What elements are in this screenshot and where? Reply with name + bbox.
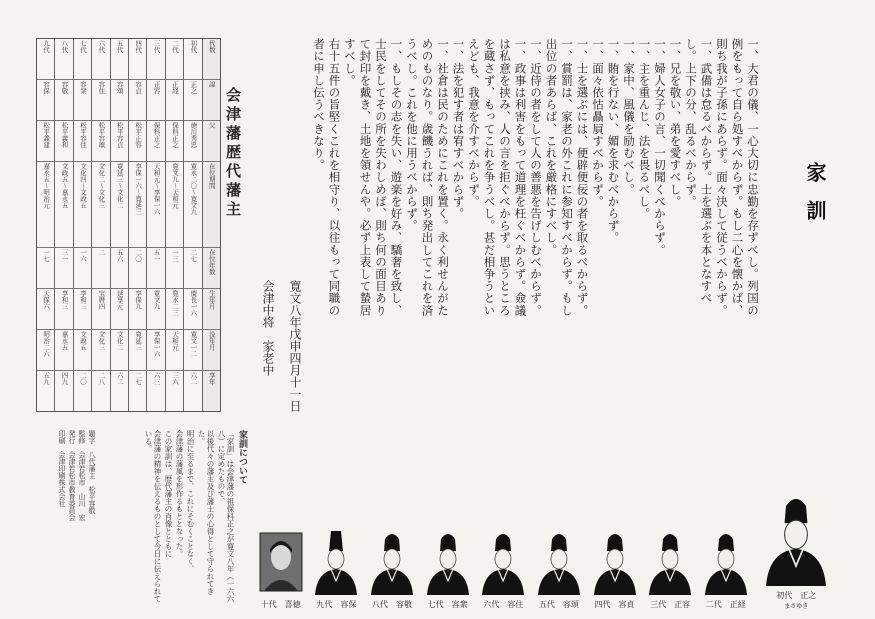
lineage-cell bbox=[166, 80, 183, 121]
lineage-cell-text: 六二 bbox=[189, 372, 198, 386]
lineage-header-cell bbox=[203, 162, 220, 248]
lineage-cell bbox=[74, 162, 91, 248]
lineage-cell-text: 二代 bbox=[170, 40, 179, 53]
lineage-cell bbox=[37, 162, 54, 248]
credits-block bbox=[40, 430, 96, 610]
lineage-cell-text: 享保九 bbox=[134, 290, 143, 310]
lineage-cell-text: 宝暦四 bbox=[97, 290, 106, 310]
lineage-cell-text: 松平容貞 bbox=[115, 121, 124, 148]
kakun-article: 一、賄を行ない、媚を求むべからず。 bbox=[606, 38, 621, 244]
lineage-cell-text: 六代 bbox=[97, 40, 106, 53]
lineage-cell bbox=[129, 371, 146, 411]
lineage-cell-text: 享保一六 bbox=[152, 331, 161, 358]
portrait-icon bbox=[757, 486, 835, 586]
lineage-header-text: 在位期間 bbox=[207, 162, 216, 189]
lineage-header-cell bbox=[203, 248, 220, 289]
lord-caption: 八代 容敬 bbox=[372, 600, 413, 609]
lineage-cell-text: 八代 bbox=[60, 40, 69, 53]
kakun-article: 一、政事は利害をもって道理を枉ぐべからず。僉議は私意を挟み、人の言を拒ぐべからず。思うところを蔵さず、もってこれを争うべし。甚だ相争うといえども、我意を介すべからず。 bbox=[467, 38, 528, 317]
lineage-cell bbox=[129, 39, 146, 80]
lord-caption: 十代 喜徳 bbox=[260, 600, 301, 609]
lineage-cell-text: 一六 bbox=[78, 249, 87, 263]
lineage-cell-text: 二七 bbox=[134, 372, 143, 386]
lineage-cell-text: 慶長一六 bbox=[189, 290, 198, 317]
kakun-article: 一、法を犯す者は宥すべからず。 bbox=[451, 38, 466, 220]
lineage-cell bbox=[147, 39, 164, 80]
lord-portrait-item bbox=[367, 525, 417, 610]
portrait-icon bbox=[313, 525, 359, 595]
lineage-cell-text: 文政五〜嘉永五 bbox=[60, 162, 69, 209]
lineage-cell bbox=[55, 121, 72, 162]
lord-portrait-item bbox=[312, 525, 362, 610]
kakun-article: 一、家中、風儀を励むべし。 bbox=[622, 38, 636, 196]
portrait-image bbox=[703, 525, 749, 595]
lineage-header-cell bbox=[203, 330, 220, 371]
lineage-row bbox=[128, 39, 146, 411]
lineage-cell-text: 天保六 bbox=[42, 290, 51, 310]
lord-caption: 七代 容衆 bbox=[427, 600, 468, 609]
clan-title: 会津藩歴代藩主 bbox=[224, 86, 242, 220]
lineage-cell bbox=[92, 289, 109, 330]
lord-portrait-item bbox=[423, 525, 473, 610]
lineage-header-text: 享年 bbox=[207, 372, 216, 386]
lineage-cell bbox=[92, 330, 109, 371]
portrait-image bbox=[647, 525, 693, 595]
portrait-icon bbox=[480, 525, 526, 595]
credit-line: 題字 八代藩主 松平容敬 bbox=[88, 430, 96, 514]
lord-caption: 二代 正経 bbox=[705, 600, 746, 609]
explanation-heading: 家訓について bbox=[237, 430, 247, 484]
lineage-cell bbox=[184, 289, 201, 330]
lineage-cell bbox=[37, 371, 54, 411]
lineage-cell bbox=[166, 39, 183, 80]
credit-line: 印刷 会津印刷株式会社 bbox=[58, 430, 66, 507]
lineage-cell-text: 松平容住 bbox=[78, 121, 87, 148]
lineage-cell-text: 天和元 bbox=[170, 331, 179, 351]
portrait-image bbox=[757, 486, 835, 586]
lineage-cell bbox=[147, 162, 164, 248]
lineage-cell bbox=[111, 39, 128, 80]
lineage-header-text: 諱 bbox=[207, 80, 216, 88]
lineage-header-text: 代数 bbox=[207, 40, 216, 53]
lineage-cell bbox=[74, 371, 91, 411]
kakun-article: 一、士を選ぶには、便辟便佞の者を取るべからず。 bbox=[575, 38, 590, 317]
lineage-cell bbox=[55, 39, 72, 80]
page-title: 家訓 bbox=[803, 162, 827, 238]
lineage-cell bbox=[147, 289, 164, 330]
portrait-icon bbox=[647, 525, 693, 595]
lineage-cell bbox=[147, 371, 164, 411]
lineage-cell bbox=[37, 80, 54, 121]
lineage-cell bbox=[37, 121, 54, 162]
lord-caption: 四代 容貞 bbox=[594, 600, 635, 609]
lineage-cell bbox=[111, 330, 128, 371]
lineage-cell-text: 九代 bbox=[42, 40, 51, 53]
portrait-row bbox=[256, 470, 836, 610]
portrait-image bbox=[313, 525, 359, 595]
lineage-cell bbox=[55, 162, 72, 248]
lineage-header-column bbox=[202, 39, 220, 411]
lineage-cell-text: 天和元〜享保一六 bbox=[152, 162, 161, 215]
kakun-author: 会津中将 家老中 bbox=[261, 280, 275, 376]
lineage-cell-text: 三一 bbox=[60, 249, 69, 263]
lineage-cell-text: 一七 bbox=[42, 249, 51, 263]
lineage-cell bbox=[55, 330, 72, 371]
kakun-article: 一、面々依怙贔屓すべからず。 bbox=[591, 38, 605, 208]
portrait-icon bbox=[425, 525, 471, 595]
lineage-cell-text: 嘉永五 bbox=[60, 331, 69, 351]
lineage-cell bbox=[37, 39, 54, 80]
portrait-image bbox=[258, 525, 304, 595]
portrait-icon bbox=[258, 525, 304, 595]
lineage-cell bbox=[55, 289, 72, 330]
lineage-cell-text: 二〇 bbox=[134, 249, 143, 263]
lineage-cell-text: 保科正之 bbox=[170, 121, 179, 148]
lineage-cell-text: 嘉永五〜明治元 bbox=[42, 162, 51, 209]
lineage-cell-text: 寛延三 bbox=[134, 331, 143, 351]
kakun-article: 一、兄を敬い、弟を愛すべし。 bbox=[668, 38, 683, 208]
lineage-cell-text: 三六 bbox=[170, 372, 179, 386]
lineage-cell-text: 正之 bbox=[189, 80, 198, 94]
lineage-cell-text: 文化四〜文政五 bbox=[78, 162, 87, 209]
lineage-cell bbox=[55, 248, 72, 289]
lineage-cell bbox=[74, 121, 91, 162]
lineage-cell bbox=[166, 289, 183, 330]
lineage-cell bbox=[184, 121, 201, 162]
lineage-cell bbox=[92, 248, 109, 289]
lineage-cell-text: 寛永二三 bbox=[170, 290, 179, 317]
lord-portrait-item bbox=[478, 525, 528, 610]
lineage-cell-text: 容敬 bbox=[60, 80, 69, 94]
kakun-article: 一、もしその志を失い、遊楽を好み、驕奢を致し、士民をしてその所を失わしめば、則ち何の面目ありて封印を戴き、土地を領せんや。必ず上表して蟄居すべし。 bbox=[343, 38, 404, 317]
lineage-cell bbox=[129, 289, 146, 330]
explanation-line: 明治に至るまで、これにそむくことなく、 bbox=[186, 430, 195, 573]
lineage-row bbox=[165, 39, 183, 411]
lineage-header-text: 在位年数 bbox=[207, 249, 216, 276]
kakun-article: 一、社倉は民のためにこれを置く。永く利せんがためのものなり。歳饑うれば、則ち発出してこれを済うべし。これを他に用うべからず。 bbox=[405, 38, 450, 317]
lineage-cell bbox=[129, 80, 146, 121]
lineage-cell-text: 正経 bbox=[170, 80, 179, 94]
lineage-cell-text: 四九 bbox=[60, 372, 69, 386]
lineage-cell-text: 文化二 bbox=[115, 331, 124, 351]
lineage-cell-text: 徳川秀忠 bbox=[189, 121, 198, 148]
lineage-cell-text: 二〇 bbox=[78, 372, 87, 386]
lineage-cell bbox=[129, 121, 146, 162]
lord-caption: 五代 容頌 bbox=[538, 600, 579, 609]
lineage-header-cell bbox=[203, 371, 220, 411]
lineage-cell-text: 二 bbox=[97, 249, 106, 256]
lineage-cell bbox=[184, 39, 201, 80]
lineage-cell-text: 六二 bbox=[115, 372, 124, 386]
lineage-cell-text: 容衆 bbox=[78, 80, 87, 94]
lord-portrait-item bbox=[534, 525, 584, 610]
lineage-row bbox=[183, 39, 201, 411]
lineage-cell bbox=[92, 371, 109, 411]
lineage-cell bbox=[111, 289, 128, 330]
lord-portrait-item bbox=[701, 525, 751, 610]
lineage-cell-text: 正容 bbox=[152, 80, 161, 94]
lineage-row bbox=[91, 39, 109, 411]
kakun-article: 右十五件の旨堅くこれを相守り、以往もって同職の者に申し伝うべきなり。 bbox=[312, 38, 342, 317]
lineage-cell-text: 文化二〜文化三 bbox=[97, 162, 106, 209]
lineage-cell bbox=[166, 330, 183, 371]
lineage-cell bbox=[92, 39, 109, 80]
lord-caption: 六代 容住 bbox=[483, 600, 524, 609]
lineage-cell-text: 容住 bbox=[97, 80, 106, 94]
lineage-cell bbox=[74, 289, 91, 330]
explanation-block bbox=[96, 430, 246, 610]
lineage-cell-text: 享和三 bbox=[78, 290, 87, 310]
lord-caption: 九代 容保 bbox=[316, 600, 357, 609]
explanation-line: この家訓は、歴代藩主の肖像とともに bbox=[164, 430, 173, 558]
lineage-table bbox=[36, 38, 221, 412]
lineage-cell-text: 四代 bbox=[134, 40, 143, 53]
lord-portrait-item bbox=[757, 486, 836, 610]
portrait-icon bbox=[703, 525, 749, 595]
lineage-cell-text: 三代 bbox=[152, 40, 161, 53]
lineage-row bbox=[110, 39, 128, 411]
lineage-cell-text: 五六 bbox=[115, 249, 124, 263]
lineage-cell bbox=[74, 248, 91, 289]
lineage-cell bbox=[184, 162, 201, 248]
lineage-cell bbox=[147, 248, 164, 289]
explanation-line: 以後代々の藩主及び藩士の心得として守られてきた。 bbox=[197, 430, 215, 595]
lord-caption: 三代 正容 bbox=[650, 600, 691, 609]
kakun-article: 一、武備は怠るべからず。士を選ぶを本となすべし。上下の分、乱るべからず。 bbox=[684, 38, 714, 305]
lineage-cell bbox=[92, 121, 109, 162]
lineage-cell bbox=[147, 80, 164, 121]
lineage-cell bbox=[74, 39, 91, 80]
lord-reading: まさゆき bbox=[784, 603, 809, 610]
lineage-cell bbox=[147, 330, 164, 371]
lineage-cell bbox=[166, 121, 183, 162]
lineage-cell-text: 七代 bbox=[78, 40, 87, 53]
portrait-image bbox=[536, 525, 582, 595]
lineage-cell-text: 松平義建 bbox=[42, 121, 51, 148]
lord-portrait-item bbox=[256, 525, 306, 610]
lineage-cell bbox=[55, 80, 72, 121]
lineage-cell-text: 容保 bbox=[42, 80, 51, 94]
lineage-header-cell bbox=[203, 121, 220, 162]
portrait-image bbox=[369, 525, 415, 595]
lineage-cell bbox=[111, 121, 128, 162]
lineage-header-cell bbox=[203, 39, 220, 80]
lineage-cell-text: 五代 bbox=[115, 40, 124, 53]
kakun-article: 一、婦人女子の言、一切聞くべからず。 bbox=[653, 38, 667, 256]
lineage-cell bbox=[184, 80, 201, 121]
lineage-cell bbox=[129, 248, 146, 289]
lineage-header-cell bbox=[203, 289, 220, 330]
kakun-text bbox=[280, 38, 760, 328]
lineage-cell bbox=[55, 371, 72, 411]
lineage-cell bbox=[129, 162, 146, 248]
lineage-cell bbox=[37, 248, 54, 289]
portrait-image bbox=[592, 525, 638, 595]
lineage-cell-text: 保科正之 bbox=[152, 121, 161, 148]
credit-line: 発行 会津若松市教育委員会 bbox=[68, 430, 76, 521]
signature-block bbox=[260, 280, 302, 430]
lineage-cell-text: 容貞 bbox=[134, 80, 143, 94]
kakun-article: 一、近侍の者をして人の善悪を告げしむべからず。 bbox=[529, 38, 543, 317]
lineage-cell-text: 寛延三〜文化二 bbox=[115, 162, 124, 209]
portrait-image bbox=[425, 525, 471, 595]
lord-portrait-item bbox=[590, 525, 640, 610]
explanation-line: 会津藩の精神を伝えるものとして今日に伝えられている。 bbox=[144, 430, 162, 603]
lineage-cell-text: 五九 bbox=[42, 372, 51, 386]
lineage-cell-text: 明治二六 bbox=[42, 331, 51, 358]
lineage-cell bbox=[111, 371, 128, 411]
portrait-icon bbox=[369, 525, 415, 595]
lineage-cell bbox=[92, 80, 109, 121]
lineage-cell bbox=[129, 330, 146, 371]
lord-caption: 初代 正之 bbox=[776, 591, 817, 600]
lord-portrait-item bbox=[645, 525, 695, 610]
portrait-icon bbox=[592, 525, 638, 595]
lineage-cell bbox=[184, 330, 201, 371]
lineage-cell-text: 松平容頌 bbox=[97, 121, 106, 148]
lineage-cell-text: 文政五 bbox=[78, 331, 87, 351]
lineage-cell bbox=[74, 330, 91, 371]
credit-line: 監修 会津若松市 山川 宏 bbox=[78, 430, 86, 521]
lineage-header-text: 没年月 bbox=[207, 331, 216, 351]
lineage-cell bbox=[37, 289, 54, 330]
kakun-article: 一、大君の儀、一心大切に忠勤を存ずべし。列国の例をもって自ら処すべからず。もし二心を懐かば、則ち我が子孫にあらず。面々決して従うべからず。 bbox=[715, 38, 760, 317]
lineage-cell bbox=[166, 162, 183, 248]
lineage-cell bbox=[37, 330, 54, 371]
lineage-cell-text: 寛文一二 bbox=[189, 331, 198, 358]
lineage-header-text: 生年月 bbox=[207, 290, 216, 310]
portrait-icon bbox=[536, 525, 582, 595]
lineage-row bbox=[37, 39, 54, 411]
lineage-cell-text: 松平正容 bbox=[134, 121, 143, 148]
kakun-article: 一、主を重んじ、法を畏るべし。 bbox=[637, 38, 652, 220]
lineage-cell-text: 寛文九〜天和元 bbox=[170, 162, 179, 209]
lineage-cell-text: 容頌 bbox=[115, 80, 124, 94]
lineage-cell-text: 一三 bbox=[170, 249, 179, 263]
lineage-cell-text: 初代 bbox=[189, 40, 198, 53]
explanation-line: 「家訓」は会津藩の祖保科正之が寛文八年（一六六八）に定めたもので、 bbox=[217, 430, 235, 603]
lineage-cell-text: 寛文九 bbox=[152, 290, 161, 310]
explanation-line: 会津藩の藩風を形作るもととなった。 bbox=[175, 430, 184, 558]
lineage-cell-text: 二八 bbox=[97, 372, 106, 386]
lineage-cell bbox=[184, 248, 201, 289]
lineage-cell-text: 二七 bbox=[189, 249, 198, 263]
portrait-image bbox=[480, 525, 526, 595]
lineage-cell bbox=[184, 371, 201, 411]
lineage-row bbox=[146, 39, 164, 411]
lineage-cell-text: 延享元 bbox=[115, 290, 124, 310]
lineage-row bbox=[73, 39, 91, 411]
lineage-cell bbox=[111, 162, 128, 248]
lineage-row bbox=[54, 39, 72, 411]
kakun-article: 一、賞罰は、家老の外これに参知すべからず。もし出位の者あらば、これを厳格にすべし。 bbox=[544, 38, 574, 317]
lineage-cell bbox=[147, 121, 164, 162]
lineage-cell bbox=[92, 162, 109, 248]
lineage-cell bbox=[166, 248, 183, 289]
lineage-cell-text: 享和三 bbox=[60, 290, 69, 310]
lineage-cell-text: 六三 bbox=[152, 372, 161, 386]
kakun-date: 寛文八年戊申四月十一日 bbox=[288, 280, 302, 412]
lineage-cell bbox=[74, 80, 91, 121]
lineage-header-text: 父 bbox=[207, 121, 216, 129]
lineage-cell-text: 寛永二〇〜寛文九 bbox=[189, 162, 198, 215]
lineage-cell bbox=[166, 371, 183, 411]
lineage-cell bbox=[111, 80, 128, 121]
lineage-header-cell bbox=[203, 80, 220, 121]
lineage-cell-text: 五一 bbox=[152, 249, 161, 263]
lineage-cell bbox=[111, 248, 128, 289]
lineage-cell-text: 享保一六〜寛延三 bbox=[134, 162, 143, 215]
lineage-cell-text: 文化三 bbox=[97, 331, 106, 351]
lineage-cell-text: 松平義和 bbox=[60, 121, 69, 148]
